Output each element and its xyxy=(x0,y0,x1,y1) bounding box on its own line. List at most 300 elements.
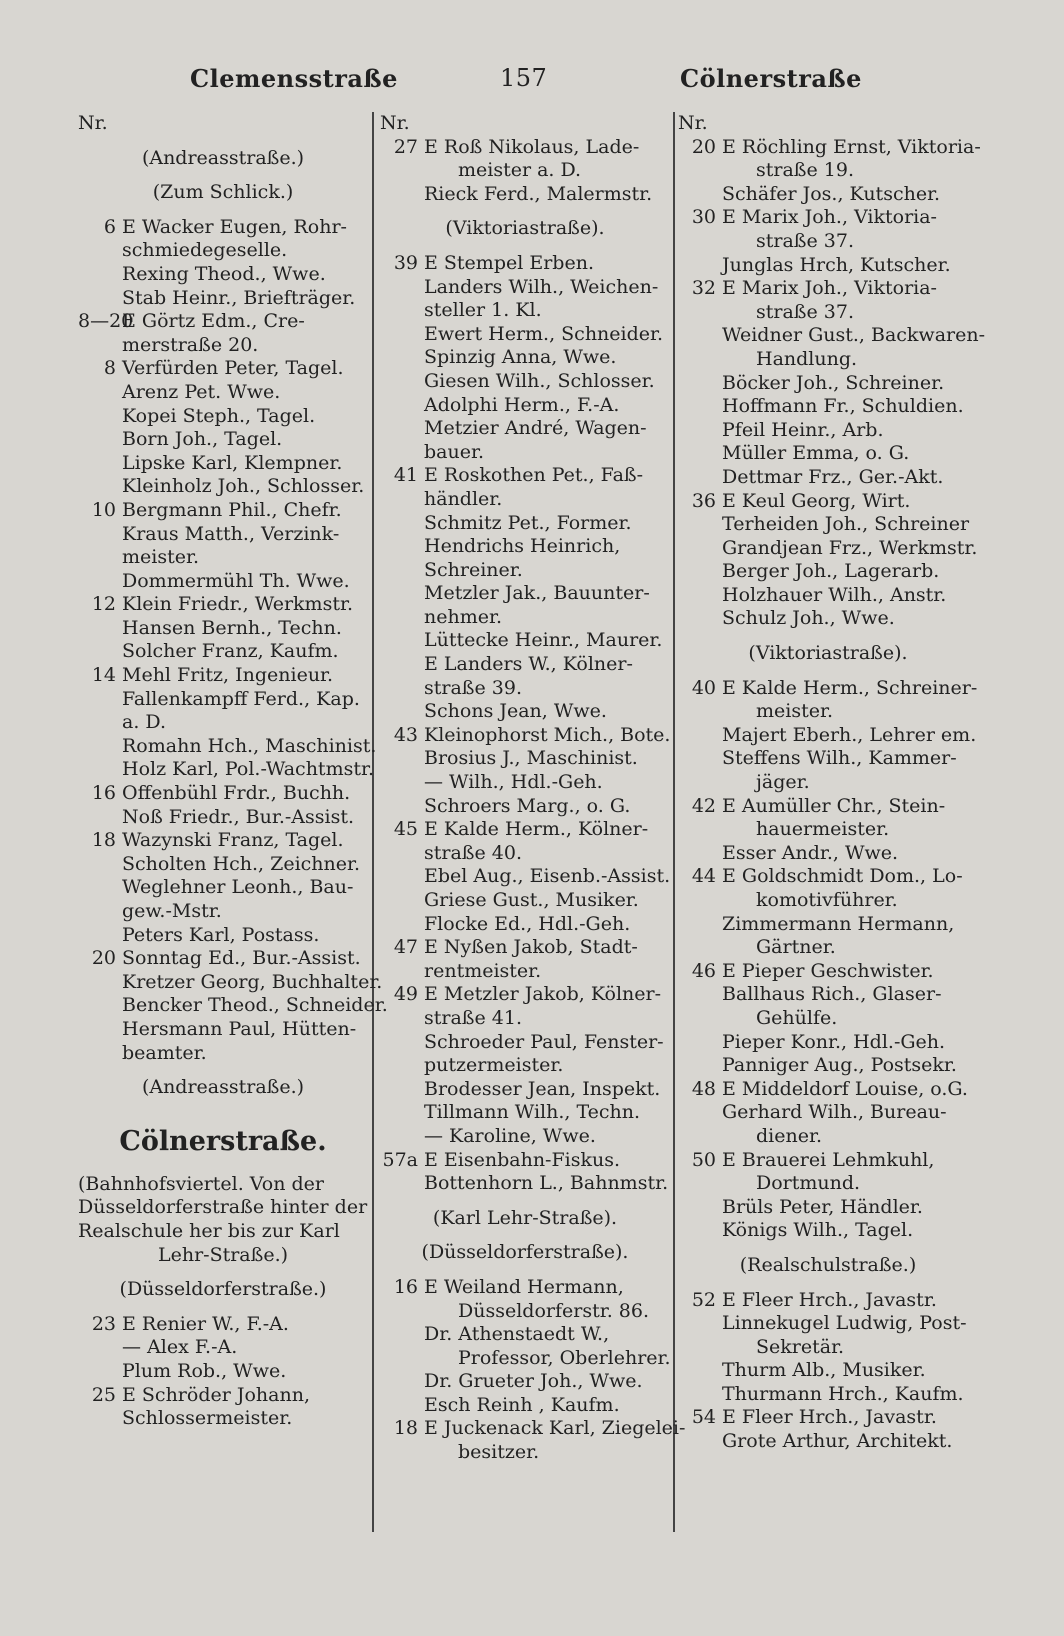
house-number: 6 xyxy=(103,215,116,238)
line-text: nehmer. xyxy=(424,605,503,628)
house-number: 50 xyxy=(691,1148,716,1171)
line-text: Solcher Franz, Kaufm. xyxy=(122,640,339,663)
line-text: Noß Friedr., Bur.-Assist. xyxy=(122,805,355,828)
line-text: E Schröder Johann, xyxy=(122,1383,310,1406)
line-text: Hoffmann Fr., Schuldien. xyxy=(722,395,964,418)
line-text: Romahn Hch., Maschinist. xyxy=(122,734,377,757)
entry-line xyxy=(678,135,981,160)
text-line xyxy=(380,1300,670,1324)
spacer xyxy=(78,1065,368,1076)
line-text: Thurm Alb., Musiker. xyxy=(722,1359,926,1382)
line-text: (Bahnhofsviertel. Von der xyxy=(78,1172,324,1195)
line-text: Kleinophorst Mich., Bote. xyxy=(424,723,671,746)
text-line xyxy=(380,629,670,653)
line-text: Pfeil Heinr., Arb. xyxy=(722,418,884,441)
text-line xyxy=(380,1394,670,1418)
entry-line xyxy=(678,865,978,889)
text-line xyxy=(78,546,368,570)
line-text: Hersmann Paul, Hütten- xyxy=(122,1017,357,1040)
section-heading xyxy=(78,1076,368,1100)
line-text: Griese Gust., Musiker. xyxy=(424,889,639,911)
text-line xyxy=(78,1336,368,1360)
entry-line xyxy=(678,1149,978,1173)
line-text: Kleinholz Joh., Schlosser. xyxy=(122,475,365,498)
line-text: E Aumüller Chr., Stein- xyxy=(722,794,946,817)
column-1 xyxy=(78,112,388,1431)
line-text: Wazynski Franz, Tagel. xyxy=(122,829,344,852)
line-text: E Brauerei Lehmkuhl, xyxy=(722,1148,935,1171)
entry-line xyxy=(678,206,978,230)
line-text: straße 39. xyxy=(424,676,522,699)
entry-line xyxy=(78,499,368,523)
line-text: (Düsseldorferstraße.) xyxy=(119,1278,327,1301)
line-text: E Keul Georg, Wirt. xyxy=(722,489,911,512)
line-text: Cölnerstraße. xyxy=(119,1125,327,1157)
line-text: putzermeister. xyxy=(424,1054,564,1077)
section-heading xyxy=(380,217,670,241)
line-text: E Fleer Hrch., Javastr. xyxy=(722,1288,937,1311)
house-number: 16 xyxy=(91,782,116,805)
text-line xyxy=(678,1031,978,1055)
text-line xyxy=(78,452,368,476)
line-text: straße 19. xyxy=(756,159,854,182)
line-text: (Düsseldorferstraße). xyxy=(421,1241,629,1264)
line-text: Brüls Peter, Händler. xyxy=(722,1195,923,1218)
entry-line xyxy=(380,1149,670,1173)
line-text: Stab Heinr., Briefträger. xyxy=(122,286,356,309)
text-line xyxy=(380,1054,670,1078)
house-number: 12 xyxy=(91,593,116,616)
text-line xyxy=(78,1018,368,1042)
line-text: Dommermühl Th. Wwe. xyxy=(122,569,350,592)
house-number: 39 xyxy=(393,251,418,274)
spacer xyxy=(78,170,368,181)
entry-line xyxy=(78,829,368,853)
line-text: jäger. xyxy=(756,771,810,794)
entry-line xyxy=(78,664,368,688)
line-text: Peters Karl, Postass. xyxy=(122,923,320,946)
spacer xyxy=(78,1111,368,1122)
spacer xyxy=(78,1267,368,1278)
entry-line xyxy=(678,490,978,514)
text-line xyxy=(678,230,978,254)
house-number: 48 xyxy=(691,1077,716,1100)
line-text: E Juckenack Karl, Ziegelei- xyxy=(424,1417,686,1440)
line-text: E Wacker Eugen, Rohr- xyxy=(122,215,347,238)
text-line xyxy=(678,1125,978,1149)
text-line xyxy=(380,889,670,913)
house-number: 18 xyxy=(393,1417,418,1440)
line-text: E Metzler Jakob, Kölner- xyxy=(424,983,662,1006)
line-text: Offenbühl Frdr., Buchh. xyxy=(122,782,351,805)
text-line xyxy=(678,1007,978,1031)
line-text: Rieck Ferd., Malermstr. xyxy=(424,182,653,205)
house-number: 41 xyxy=(393,464,418,487)
text-line xyxy=(78,1407,368,1431)
text-line xyxy=(78,688,368,712)
entry-line xyxy=(78,947,368,971)
section-heading xyxy=(78,1278,368,1302)
entry-line xyxy=(678,1289,978,1313)
line-text: E Fleer Hrch., Javastr. xyxy=(722,1406,937,1429)
house-number: 23 xyxy=(91,1312,116,1335)
line-text: Lipske Karl, Klempner. xyxy=(122,451,343,474)
line-text: händler. xyxy=(424,487,503,510)
text-line xyxy=(380,653,670,677)
entry-line xyxy=(678,960,978,984)
line-text: — Karoline, Wwe. xyxy=(424,1124,596,1147)
line-text: — Alex F.-A. xyxy=(122,1336,238,1359)
line-text: Metzler Jak., Bauunter- xyxy=(424,582,650,605)
text-line xyxy=(380,299,670,323)
text-line xyxy=(380,1172,670,1196)
text-line xyxy=(78,1196,368,1220)
line-text: Brosius J., Maschinist. xyxy=(424,747,638,770)
spacer xyxy=(78,1302,368,1313)
line-text: E Nyßen Jakob, Stadt- xyxy=(424,936,638,959)
line-text: E Roß Nikolaus, Lade- xyxy=(424,135,640,158)
entry-line xyxy=(678,1078,978,1102)
line-text: E Goldschmidt Dom., Lo- xyxy=(722,865,963,888)
column-divider xyxy=(372,112,374,1532)
line-text: E Görtz Edm., Cre- xyxy=(122,310,305,333)
text-line xyxy=(380,842,670,866)
text-line xyxy=(380,276,670,300)
line-text: E Kalde Herm., Schreiner- xyxy=(722,676,978,699)
line-text: straße 41. xyxy=(424,1006,522,1029)
text-line xyxy=(380,535,670,559)
line-text: Gehülfe. xyxy=(756,1006,838,1029)
text-line xyxy=(380,159,670,183)
line-text: E Pieper Geschwister. xyxy=(722,959,934,982)
spacer xyxy=(78,1100,368,1111)
text-line xyxy=(678,1430,978,1454)
line-text: Hansen Bernh., Techn. xyxy=(122,616,342,639)
line-text: Klein Friedr., Werkmstr. xyxy=(122,593,353,616)
line-text: Linnekugel Ludwig, Post- xyxy=(722,1312,967,1335)
house-number: 40 xyxy=(691,676,716,699)
house-number: 52 xyxy=(691,1288,716,1311)
text-line xyxy=(78,924,368,948)
house-number: 42 xyxy=(691,794,716,817)
house-number: 27 xyxy=(393,135,418,158)
entry-line xyxy=(78,1384,368,1408)
entry-line xyxy=(380,818,670,842)
line-text: Weglehner Leonh., Bau- xyxy=(122,876,354,899)
text-line xyxy=(678,537,978,561)
line-text: Steffens Wilh., Kammer- xyxy=(722,747,957,770)
line-text: Adolphi Herm., F.-A. xyxy=(424,393,620,416)
text-line xyxy=(78,523,368,547)
section-heading xyxy=(380,1207,670,1231)
line-text: E Middeldorf Louise, o.G. xyxy=(722,1077,968,1100)
text-line xyxy=(678,395,978,419)
line-text: Kretzer Georg, Buchhalter. xyxy=(122,970,383,993)
entry-line xyxy=(678,1406,978,1430)
text-line xyxy=(678,700,978,724)
text-line xyxy=(678,348,978,372)
entry-line xyxy=(380,1276,670,1300)
text-line xyxy=(678,513,978,537)
text-line xyxy=(380,112,670,136)
line-text: E Marix Joh., Viktoria- xyxy=(722,277,937,300)
line-text: Nr. xyxy=(78,112,108,134)
column-divider xyxy=(673,112,675,1532)
line-text: Holzhauer Wilh., Anstr. xyxy=(722,583,947,606)
text-line xyxy=(380,370,670,394)
house-number: 30 xyxy=(691,206,716,229)
text-line xyxy=(678,1101,978,1125)
line-text: komotivführer. xyxy=(756,889,898,911)
line-text: Holz Karl, Pol.-Wachtmstr. xyxy=(122,758,375,781)
text-line xyxy=(678,584,978,608)
line-text: E Stempel Erben. xyxy=(424,251,594,274)
line-text: E Marix Joh., Viktoria- xyxy=(722,206,937,229)
page-number: 157 xyxy=(500,64,548,92)
line-text: a. D. xyxy=(122,711,167,734)
spacer xyxy=(78,136,368,147)
text-line xyxy=(678,889,978,913)
line-text: Esch Reinh , Kaufm. xyxy=(424,1393,620,1416)
house-number: 46 xyxy=(691,959,716,982)
line-text: — Wilh., Hdl.-Geh. xyxy=(424,771,603,794)
text-line xyxy=(380,795,670,819)
line-text: Nr. xyxy=(678,112,708,134)
line-text: Ewert Herm., Schneider. xyxy=(424,322,664,345)
line-text: Böcker Joh., Schreiner. xyxy=(722,371,945,394)
text-line xyxy=(78,334,368,358)
section-heading xyxy=(678,642,978,666)
line-text: (Realschulstraße.) xyxy=(739,1253,917,1276)
text-line xyxy=(78,806,368,830)
house-number: 16 xyxy=(393,1275,418,1298)
text-line xyxy=(380,1370,670,1394)
line-text: (Andreasstraße.) xyxy=(141,146,305,169)
line-text: Verfürden Peter, Tagel. xyxy=(122,357,344,380)
line-text: Weidner Gust., Backwaren- xyxy=(722,324,986,347)
text-line xyxy=(380,677,670,701)
header-left-street: Clemensstraße xyxy=(190,64,398,93)
text-line xyxy=(678,324,986,348)
text-line xyxy=(380,441,670,465)
line-text: Landers Wilh., Weichen- xyxy=(424,275,659,298)
line-text: Schulz Joh., Wwe. xyxy=(722,607,895,630)
entry-line xyxy=(678,795,978,819)
text-line xyxy=(678,560,978,584)
text-line xyxy=(380,559,670,583)
text-line xyxy=(678,466,978,490)
section-heading xyxy=(78,147,368,171)
line-text: Grote Arthur, Architekt. xyxy=(722,1430,953,1453)
line-text: Dr. Athenstaedt W., xyxy=(424,1323,610,1346)
line-text: Brodesser Jean, Inspekt. xyxy=(424,1077,661,1100)
spacer xyxy=(380,241,670,252)
line-text: Terheiden Joh., Schreiner xyxy=(722,513,970,536)
text-line xyxy=(380,417,670,441)
house-number: 47 xyxy=(393,936,418,959)
spacer xyxy=(678,631,978,642)
house-number: 14 xyxy=(91,664,116,687)
line-text: Zimmermann Hermann, xyxy=(722,912,955,935)
line-text: rentmeister. xyxy=(424,959,542,982)
text-line xyxy=(678,771,978,795)
line-text: E Renier W., F.-A. xyxy=(122,1312,289,1335)
column-2 xyxy=(380,112,686,1465)
line-text: Schreiner. xyxy=(424,558,523,581)
line-text: E Kalde Herm., Kölner- xyxy=(424,818,649,841)
section-heading xyxy=(380,1241,670,1265)
text-line xyxy=(380,512,670,536)
text-line xyxy=(678,607,978,631)
text-line xyxy=(380,346,670,370)
text-line xyxy=(380,394,670,418)
line-text: bauer. xyxy=(424,440,485,463)
line-text: Realschule her bis zur Karl xyxy=(78,1219,340,1242)
line-text: Königs Wilh., Tagel. xyxy=(722,1219,914,1242)
text-line xyxy=(678,372,978,396)
text-line xyxy=(78,876,368,900)
text-line xyxy=(380,1007,670,1031)
line-text: besitzer. xyxy=(458,1441,540,1464)
line-text: Spinzig Anna, Wwe. xyxy=(424,346,617,369)
line-text: Ballhaus Rich., Glaser- xyxy=(722,983,942,1006)
line-text: Thurmann Hrch., Kaufm. xyxy=(722,1382,964,1405)
text-line xyxy=(678,1172,978,1196)
entry-line xyxy=(78,310,368,334)
line-text: Schlossermeister. xyxy=(122,1407,293,1430)
entry-line xyxy=(78,216,368,240)
house-number: 20 xyxy=(691,135,716,158)
line-text: steller 1. Kl. xyxy=(424,299,542,322)
line-text: straße 37. xyxy=(756,229,854,252)
text-line xyxy=(78,405,368,429)
entry-line xyxy=(380,136,670,160)
line-text: Grandjean Frz., Werkmstr. xyxy=(722,536,978,559)
entry-line xyxy=(380,1417,686,1441)
line-text: Hendrichs Heinrich, xyxy=(424,535,621,558)
text-line xyxy=(678,442,978,466)
text-line xyxy=(380,1347,670,1371)
text-line xyxy=(380,1031,670,1055)
house-number: 44 xyxy=(691,865,716,888)
text-line xyxy=(78,994,388,1018)
text-line xyxy=(678,842,978,866)
text-line xyxy=(78,711,368,735)
text-line xyxy=(380,1078,670,1102)
house-number: 8 xyxy=(103,357,116,380)
house-number: 18 xyxy=(91,829,116,852)
line-text: Panniger Aug., Postsekr. xyxy=(722,1054,957,1077)
line-text: merstraße 20. xyxy=(122,333,259,356)
text-line xyxy=(380,865,670,889)
line-text: meister a. D. xyxy=(458,159,582,182)
text-line xyxy=(380,1125,670,1149)
text-line xyxy=(678,1219,978,1243)
text-line xyxy=(678,183,978,207)
line-text: Scholten Hch., Zeichner. xyxy=(122,852,361,875)
text-line xyxy=(678,913,978,937)
line-text: Tillmann Wilh., Techn. xyxy=(424,1101,641,1124)
line-text: Schroers Marg., o. G. xyxy=(424,794,631,817)
line-text: Dortmund. xyxy=(756,1172,861,1195)
entry-line xyxy=(380,983,670,1007)
house-number: 32 xyxy=(691,277,716,300)
spacer xyxy=(78,1162,368,1173)
text-line xyxy=(678,301,978,325)
house-number: 8—20 xyxy=(78,310,134,333)
text-line xyxy=(678,724,978,748)
line-text: Fallenkampff Ferd., Kap. xyxy=(122,687,360,710)
line-text: Giesen Wilh., Schlosser. xyxy=(424,369,655,392)
text-line xyxy=(78,428,368,452)
text-line xyxy=(678,818,978,842)
text-line xyxy=(678,254,978,278)
line-text: Gerhard Wilh., Bureau- xyxy=(722,1101,947,1124)
line-text: Schroeder Paul, Fenster- xyxy=(424,1030,664,1053)
text-line xyxy=(380,1441,670,1465)
house-number: 20 xyxy=(91,947,116,970)
text-line xyxy=(678,1336,978,1360)
text-line xyxy=(78,1220,368,1244)
line-text: Düsseldorferstr. 86. xyxy=(458,1299,650,1322)
line-text: E Röchling Ernst, Viktoria- xyxy=(722,135,981,158)
line-text: E Landers W., Kölner- xyxy=(424,653,633,676)
house-number: 45 xyxy=(393,818,418,841)
line-text: Flocke Ed., Hdl.-Geh. xyxy=(424,912,631,935)
line-text: Dr. Grueter Joh., Wwe. xyxy=(424,1370,643,1393)
house-number: 10 xyxy=(91,498,116,521)
text-line xyxy=(380,960,670,984)
spacer xyxy=(678,1278,978,1289)
text-line xyxy=(380,913,670,937)
text-line xyxy=(78,1173,368,1197)
line-text: Majert Eberh., Lehrer em. xyxy=(722,723,977,746)
spacer xyxy=(380,206,670,217)
line-text: (Karl Lehr-Straße). xyxy=(432,1206,618,1229)
header-right-street: Cölnerstraße xyxy=(680,64,862,93)
line-text: Bergmann Phil., Chefr. xyxy=(122,498,342,521)
line-text: Gärtner. xyxy=(756,936,836,959)
text-line xyxy=(678,1196,978,1220)
text-line xyxy=(380,488,670,512)
entry-line xyxy=(78,357,368,381)
text-line xyxy=(380,1101,670,1125)
text-line xyxy=(78,970,383,995)
section-heading xyxy=(78,1122,368,1162)
section-heading xyxy=(78,1244,368,1268)
column-3 xyxy=(678,112,986,1454)
line-text: beamter. xyxy=(122,1041,207,1064)
section-heading xyxy=(78,181,368,205)
text-line xyxy=(678,112,978,136)
text-line xyxy=(380,606,670,630)
line-text: Junglas Hrch, Kutscher. xyxy=(722,253,951,276)
entry-line xyxy=(78,782,368,806)
line-text: E Eisenbahn-Fiskus. xyxy=(424,1148,621,1171)
spacer xyxy=(380,1196,670,1207)
line-text: Schmitz Pet., Former. xyxy=(424,511,632,534)
line-text: diener. xyxy=(756,1124,822,1147)
text-line xyxy=(678,1312,978,1336)
line-text: (Andreasstraße.) xyxy=(141,1076,305,1099)
line-text: Nr. xyxy=(380,112,410,134)
text-line xyxy=(678,1054,978,1078)
line-text: (Viktoriastraße). xyxy=(748,642,908,665)
line-text: schmiedegeselle. xyxy=(122,239,288,262)
text-line xyxy=(78,112,368,136)
text-line xyxy=(78,1042,368,1066)
line-text: Esser Andr., Wwe. xyxy=(722,841,899,864)
